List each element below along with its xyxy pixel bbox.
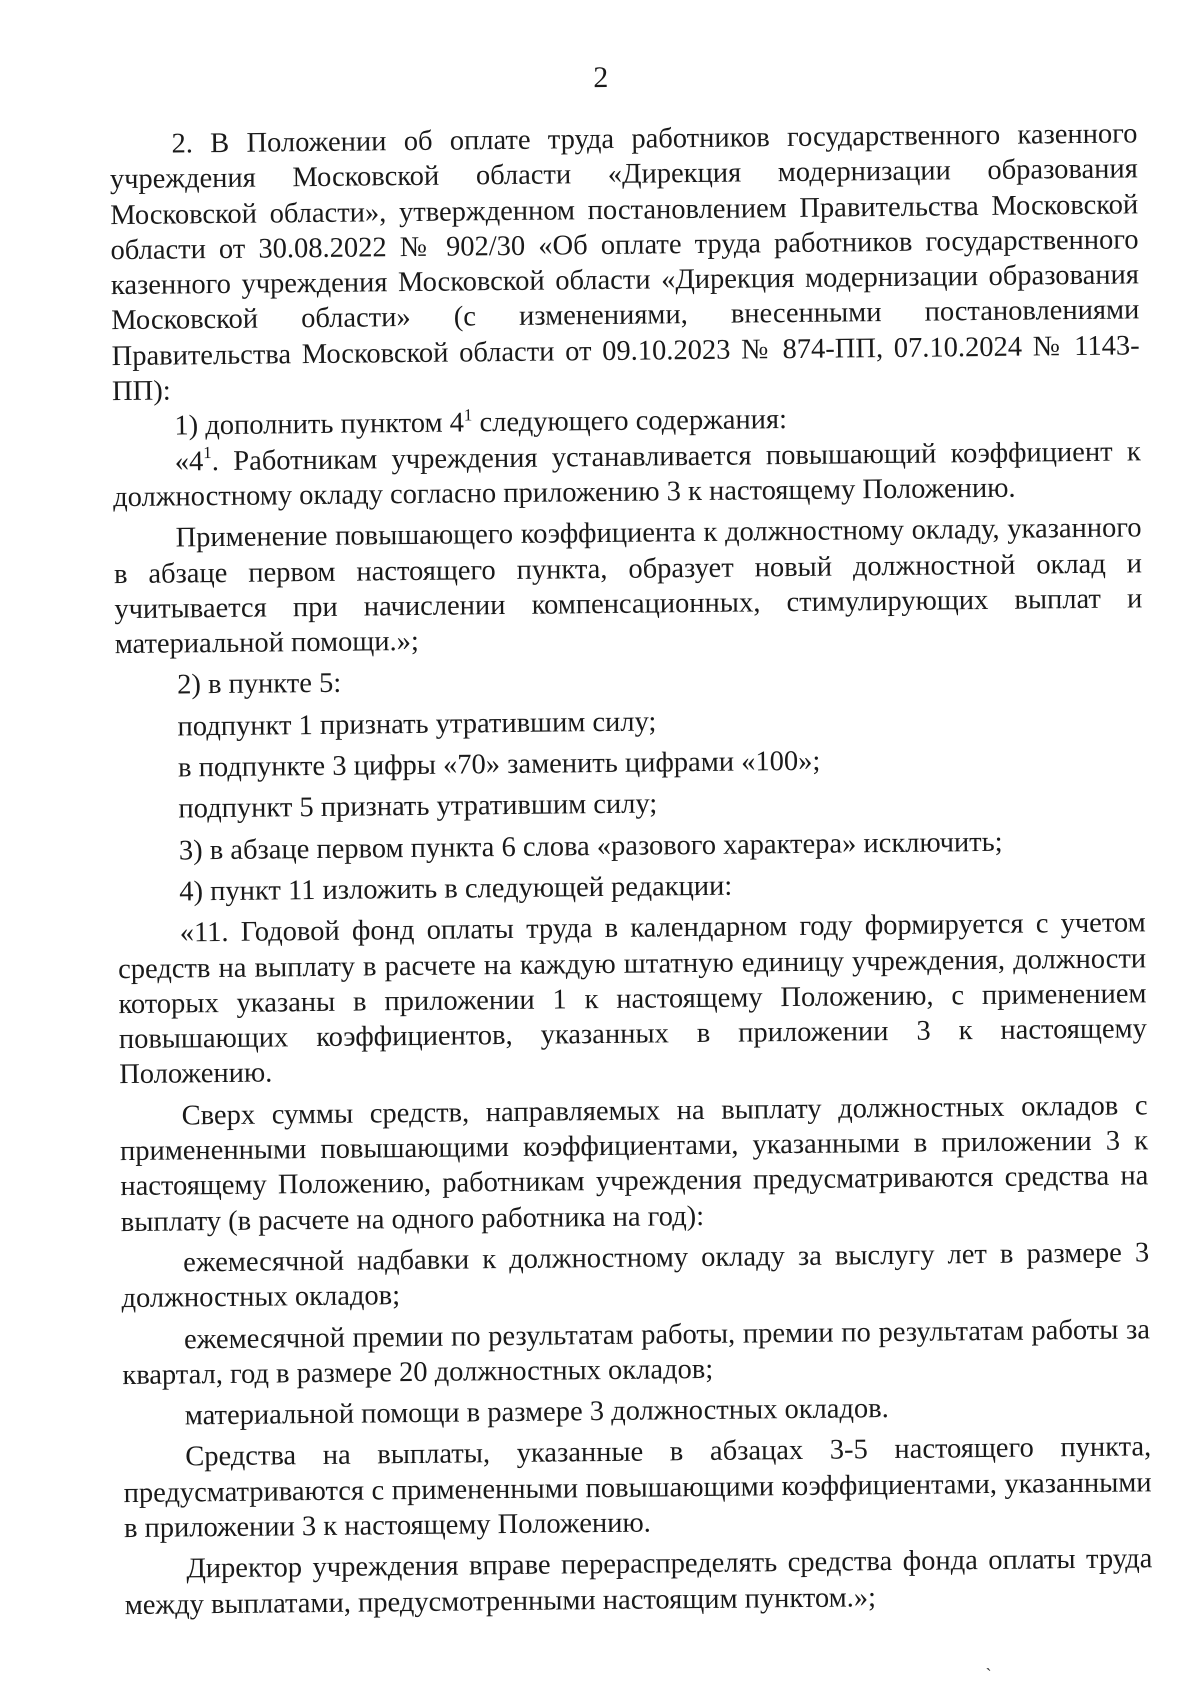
page-number: 2	[593, 60, 609, 95]
point-4-1-start: «4	[174, 445, 204, 478]
paragraph-seniority-bonus: ежемесячной надбавки к должностному окладу за выслугу лет в размере 3 должностных окладов;	[121, 1237, 1150, 1315]
paragraph-monthly-premium: ежемесячной премии по результатам работы, премии по результатам работы за квартал, год в размере 20 должностных окладов;	[122, 1313, 1151, 1391]
superscript: 1	[203, 443, 212, 463]
paragraph-above-salary-funds: Сверх суммы средств, направляемых на выплату должностных окладов с примененными повышающими коэффициентами, указанными в приложении 3 к настоящему Положению, работникам учреждения предусматриваются средства на выплату (в расчете на одного работника на год):	[119, 1090, 1149, 1238]
point-4-1-text: . Работникам учреждения устанавливается повышающий коэффициент к должностному окладу согласно приложению 3 к настоящему Положению.	[113, 436, 1141, 514]
scan-mark: ˏ	[985, 1650, 992, 1672]
paragraph-director-right: Директор учреждения вправе перераспределять средства фонда оплаты труда между выплатами, предусмотренными настоящим пунктом.»;	[124, 1543, 1153, 1621]
paragraph-payment-funds: Средства на выплаты, указанные в абзацах 3-5 настоящего пункта, предусматриваются с примененными повышающими коэффициентами, указанными в приложении 3 к настоящему Положению.	[123, 1431, 1152, 1545]
paragraph-subitem-4: 4) пункт 11 изложить в следующей редакции:	[179, 870, 733, 908]
paragraph-subpoint-3-change: в подпункте 3 цифры «70» заменить цифрами «100»;	[177, 745, 821, 784]
subitem-1-text-end: следующего содержания:	[472, 404, 788, 439]
paragraph-subitem-3: 3) в абзаце первом пункта 6 слова «разового характера» исключить;	[178, 826, 1003, 867]
paragraph-subpoint-5-repeal: подпункт 5 признать утратившим силу;	[178, 788, 658, 825]
paragraph-item-2: 2. В Положении об оплате труда работников государственного казенного учреждения Московской области «Дирекция модернизации образования Московской области», утвержденном постановлением Правительства Московской области от 30.08.2022 № 902/30 «Об оплате труда работников государственного казенного учреждения Московской области «Дирекция модернизации образования Московской области» (с изменениями, внесенными постановлениями Правительства Московской области от 09.10.2023 № 874-ПП, 07.10.2024 № 1143-ПП):	[109, 118, 1140, 408]
document-body	[109, 116, 1153, 1623]
paragraph-coefficient-application: Применение повышающего коэффициента к должностному окладу, указанного в абзаце первом настоящего пункта, образует новый должностной оклад и учитывается при начислении компенсационных, стимулирующих выплат и материальной помощи.»;	[113, 512, 1143, 661]
paragraph-subpoint-1-repeal: подпункт 1 признать утратившим силу;	[177, 706, 657, 743]
paragraph-subitem-2: 2) в пункте 5:	[176, 668, 342, 701]
superscript: 1	[463, 405, 473, 425]
paragraph-point-11: «11. Годовой фонд оплаты труда в календарном году формируется с учетом средств на выплату в расчете на каждую штатную единицу учреждения, должности которых указаны в приложении 1 к настоящему Положению, с применением повышающих коэффициентов, указанных в приложении 3 к настоящему Положению.	[117, 907, 1147, 1091]
paragraph-material-aid: материальной помощи в размере 3 должностных окладов.	[184, 1393, 889, 1432]
paragraph-point-4-1	[113, 434, 1142, 515]
subitem-1-text: 1) дополнить пунктом 4	[174, 407, 465, 442]
